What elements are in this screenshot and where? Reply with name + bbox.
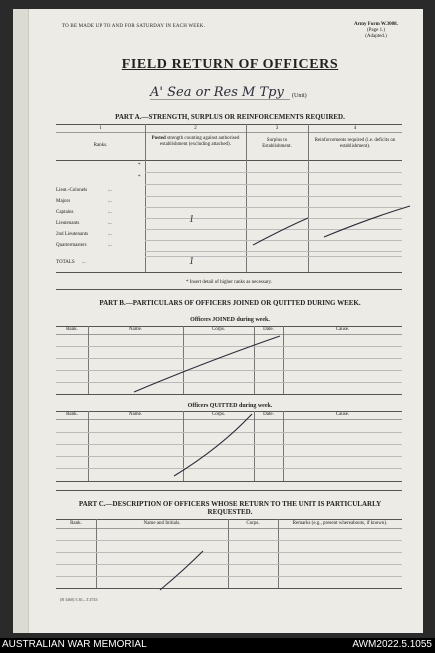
totals-leaders: ... — [82, 260, 86, 265]
unit-label: (Unit) — [292, 93, 307, 99]
rank-leaders: ... — [108, 188, 112, 193]
col-name: Name. — [128, 412, 143, 417]
handwritten-lieutenants-posted: 1 — [189, 214, 194, 225]
col-header-ranks: Ranks. — [93, 143, 108, 148]
print-code: (B 3460) 5.30—T.4743 — [60, 597, 98, 602]
col-header-surplus: Surplus to Establishment. — [262, 138, 292, 149]
part-b-title: PART B.—PARTICULARS OF OFFICERS JOINED OR QUITTED DURING WEEK. — [99, 299, 361, 307]
col-header-reinforcements: Reinforcements required (i.e. deficits on establishment). — [314, 138, 396, 149]
rank-label: Majors — [56, 199, 71, 204]
handwritten-totals-posted: 1 — [189, 256, 194, 267]
page-title: FIELD RETURN OF OFFICERS — [121, 57, 339, 72]
posted-bold: Posted — [151, 136, 166, 141]
rank-label: Lieut.-Colonels — [56, 188, 88, 193]
rank-leaders: ... — [108, 210, 112, 215]
col-corps: Corps. — [246, 521, 260, 526]
col-name: Name. — [128, 327, 143, 332]
rank-asterisk: * — [138, 163, 141, 168]
col-number: 4 — [353, 126, 357, 131]
footer-accession-number: AWM2022.5.1055 — [352, 639, 432, 650]
strike-line — [134, 336, 280, 392]
col-remarks: Remarks (e.g., present whereabouts, if known). — [292, 521, 388, 526]
form-code-page: (Page 1.) — [366, 28, 386, 33]
joined-title: Officers JOINED during week. — [190, 317, 270, 323]
part-c-title: PART C.—DESCRIPTION OF OFFICERS WHOSE RETURN TO THE UNIT IS PARTICULARLY REQUESTED. — [78, 500, 382, 516]
quitted-title: Officers QUITTED during week. — [187, 403, 273, 409]
col-number: 3 — [275, 126, 279, 131]
posted-rest: strength counting against authorised establishment (excluding attached). — [160, 136, 240, 147]
col-rank: Rank. — [66, 327, 78, 332]
rank-label: Lieutenants — [56, 221, 80, 226]
form-code-number: Army Form W.3008. — [354, 22, 398, 27]
col-cause: Cause. — [335, 327, 350, 332]
totals-label: TOTALS — [56, 260, 75, 265]
rank-leaders: ... — [108, 199, 112, 204]
col-date: Date. — [263, 327, 274, 332]
col-name-initials: Name and Initials. — [143, 521, 181, 526]
form-code-note: (Adapted.) — [365, 34, 387, 39]
col-rank: Rank. — [70, 521, 82, 526]
rank-asterisk: * — [138, 175, 141, 180]
col-number: 2 — [194, 126, 197, 131]
strike-line — [174, 414, 252, 476]
rank-label: Quartermasters — [56, 243, 87, 248]
footer-institution: AUSTRALIAN WAR MEMORIAL — [2, 639, 147, 650]
col-cause: Cause. — [335, 412, 350, 417]
col-rank: Rank. — [66, 412, 78, 417]
col-number: 1 — [99, 126, 102, 131]
unit-handwriting: A' Sea or Res M Tpy — [150, 85, 284, 100]
header-instruction: TO BE MADE UP TO AND FOR SATURDAY IN EACH WEEK. — [62, 24, 206, 29]
strike-line — [160, 551, 203, 590]
archive-footer — [0, 638, 435, 653]
col-date: Date. — [263, 412, 274, 417]
part-a-title: PART A.—STRENGTH, SURPLUS OR REINFORCEMENTS REQUIRED. — [115, 113, 345, 121]
rank-leaders: ... — [108, 221, 112, 226]
rank-label: 2nd Lieutenants — [56, 232, 89, 237]
footnote: * Insert detail of higher ranks as necessary. — [185, 280, 273, 285]
col-corps: Corps. — [211, 327, 226, 332]
rank-label: Captains — [56, 210, 74, 215]
rank-leaders: ... — [108, 243, 112, 248]
col-corps: Corps. — [211, 412, 226, 417]
rank-leaders: ... — [108, 232, 112, 237]
